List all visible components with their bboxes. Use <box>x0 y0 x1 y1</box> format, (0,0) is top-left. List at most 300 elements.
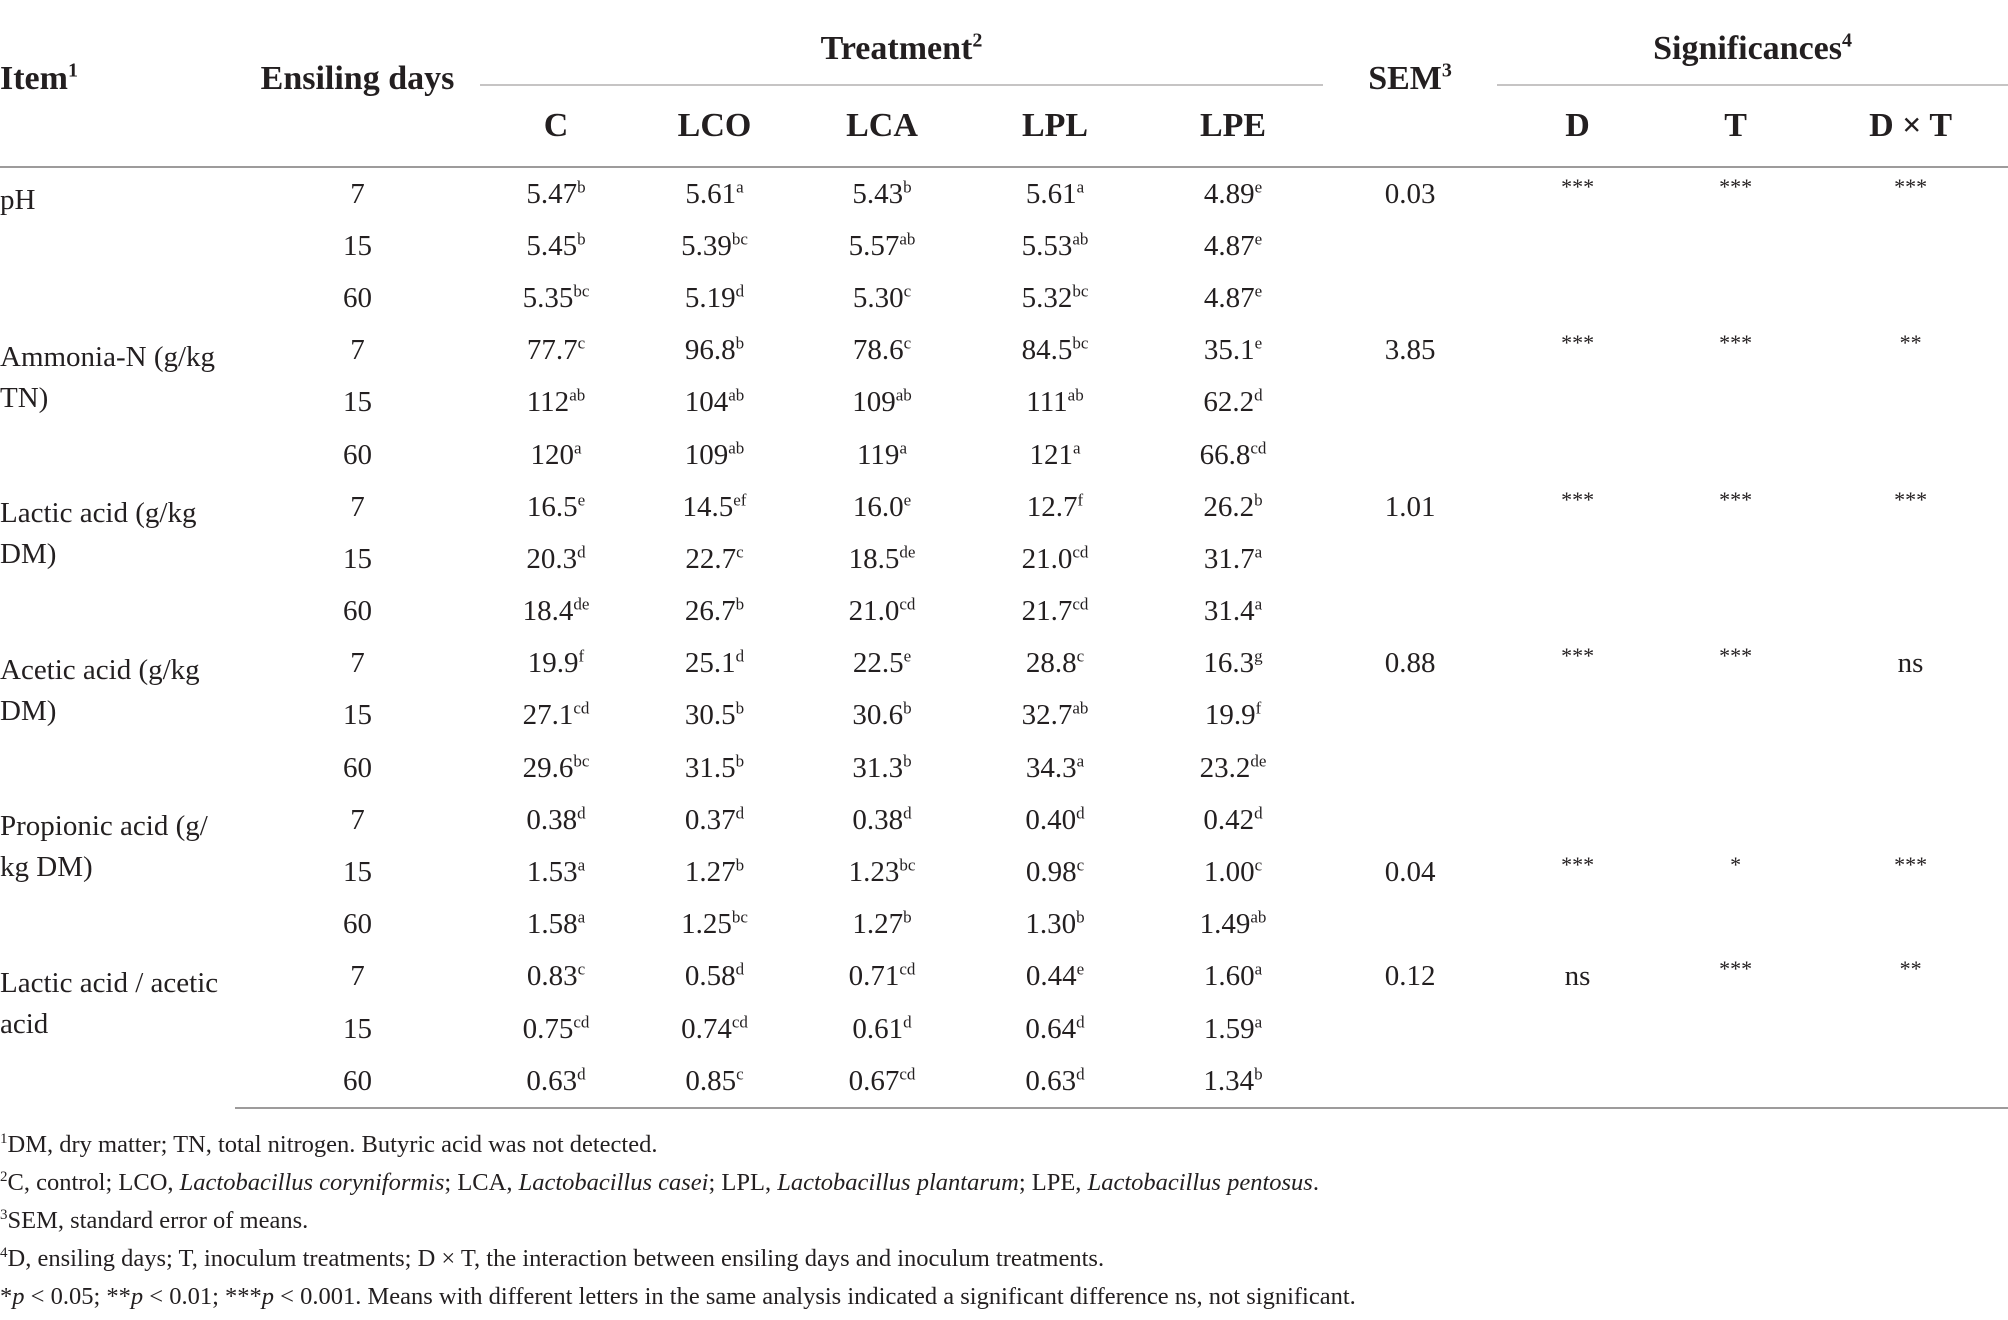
value-cell-lca <box>797 377 967 429</box>
results-table <box>0 10 2008 1109</box>
value-letter: bc <box>1072 333 1089 353</box>
value-cell-lpl <box>967 429 1143 481</box>
value-letter: d <box>735 803 745 823</box>
sig-cell-d <box>1497 951 1658 1003</box>
value-letter: b <box>1254 1064 1263 1084</box>
value-letter: e <box>1254 176 1263 196</box>
value-letter: c <box>1076 855 1085 875</box>
ensiling-day: 15 <box>343 386 372 419</box>
footnote-text: * <box>0 1283 13 1310</box>
sig-col-dxt: D × T <box>1813 85 2008 167</box>
value-letter: d <box>1076 1064 1085 1084</box>
value-cell-lca <box>797 533 967 585</box>
value-cell-c <box>480 533 632 585</box>
sig-cell-dxt <box>1813 429 2008 481</box>
sig-cell-t <box>1658 167 1813 220</box>
ensiling-day: 7 <box>350 334 365 367</box>
value-number: 1.34 <box>1203 1064 1255 1097</box>
item-label-line: acid <box>0 1007 49 1040</box>
value-letter: de <box>1250 751 1267 770</box>
item-label-line: Ammonia-N (g/kg <box>0 340 216 373</box>
value-cell-lco <box>632 325 797 377</box>
significances-header: Significances$^4$ <box>1497 10 2008 85</box>
sig-col-t: T <box>1658 85 1813 167</box>
value-cell-lpl <box>967 951 1143 1003</box>
ensiling-day: 7 <box>350 960 365 993</box>
value-number: 31.7 <box>1203 542 1255 575</box>
value-number: 5.32 <box>1021 281 1073 314</box>
value-cell-lco <box>632 742 797 794</box>
significance-mark: *** <box>1894 852 1928 878</box>
sig-cell-t <box>1658 533 1813 585</box>
item-label-line: Propionic acid (g/ <box>0 810 208 843</box>
ensiling-day: 60 <box>343 438 372 471</box>
value-number: 5.35 <box>522 281 574 314</box>
item-label <box>0 951 235 1109</box>
value-number: 0.44 <box>1025 960 1077 993</box>
value-cell-lca <box>797 638 967 690</box>
value-letter: ab <box>728 385 745 405</box>
value-cell-lca <box>797 220 967 272</box>
ensiling-day: 60 <box>343 281 372 314</box>
value-number: 0.74 <box>681 1012 732 1045</box>
value-number: 1.25 <box>681 908 732 941</box>
value-cell-lpl <box>967 533 1143 585</box>
sig-cell-t <box>1658 272 1813 324</box>
sem-cell: 0.03 <box>1384 177 1436 210</box>
value-number: 0.75 <box>522 1012 574 1045</box>
value-cell-lpe <box>1143 1055 1323 1108</box>
value-cell-lpe <box>1143 951 1323 1003</box>
table-row <box>0 167 2008 220</box>
significance-mark: *** <box>1719 173 1753 199</box>
value-number: 19.9 <box>527 647 579 680</box>
value-number: 112 <box>526 386 570 419</box>
value-cell-lpl <box>967 272 1143 324</box>
value-number: 0.64 <box>1025 1012 1077 1045</box>
value-cell-lpe <box>1143 690 1323 742</box>
sem-cell: 3.85 <box>1384 334 1436 367</box>
value-number: 1.30 <box>1025 908 1077 941</box>
sem-cell <box>1323 586 1497 638</box>
sig-cell-dxt <box>1813 167 2008 220</box>
significance-mark: *** <box>1561 173 1595 199</box>
table-row <box>0 1055 2008 1108</box>
footnote-1: $^1$DM, dry matter; TN, total nitrogen. Butyric acid was not detected. <box>0 1130 658 1158</box>
table-row <box>0 1003 2008 1055</box>
value-cell-lca <box>797 742 967 794</box>
table-row <box>0 742 2008 794</box>
value-cell-lpl <box>967 586 1143 638</box>
value-number: 5.57 <box>848 229 900 262</box>
value-letter: bc <box>731 907 748 927</box>
value-cell-lca <box>797 1055 967 1108</box>
sig-cell-t <box>1658 846 1813 898</box>
value-number: 27.1 <box>522 699 574 732</box>
item-label-line: Lactic acid / acetic <box>0 966 219 999</box>
value-letter: d <box>577 1064 586 1084</box>
sig-cell-d <box>1497 272 1658 324</box>
value-cell-lco <box>632 951 797 1003</box>
value-cell-lpe <box>1143 742 1323 794</box>
value-letter: a <box>577 855 586 875</box>
value-letter: c <box>577 333 586 353</box>
sig-cell-d <box>1497 1003 1658 1055</box>
value-cell-lco <box>632 794 797 846</box>
value-number: 5.45 <box>526 229 578 262</box>
treatment-col-lca: LCA <box>797 85 967 167</box>
value-letter: b <box>735 698 745 718</box>
footnote-text: < 0.01; *** <box>143 1283 262 1310</box>
value-cell-lpe <box>1143 533 1323 585</box>
value-number: 31.3 <box>852 751 904 784</box>
sig-cell-dxt <box>1813 533 2008 585</box>
value-letter: a <box>899 437 907 457</box>
sig-cell-d <box>1497 586 1658 638</box>
value-number: 21.0 <box>1021 542 1073 575</box>
table-row <box>0 690 2008 742</box>
value-cell-c <box>480 586 632 638</box>
value-letter: a <box>577 907 586 927</box>
ensiling-day: 15 <box>343 542 372 575</box>
value-cell-lpl <box>967 794 1143 846</box>
sem-cell <box>1323 690 1497 742</box>
value-cell-lco <box>632 377 797 429</box>
value-letter: ab <box>895 385 912 405</box>
value-number: 5.39 <box>681 229 732 262</box>
value-cell-c <box>480 481 632 533</box>
value-letter: d <box>1076 1011 1085 1031</box>
value-cell-c <box>480 846 632 898</box>
sem-cell <box>1323 377 1497 429</box>
sig-cell-t <box>1658 220 1813 272</box>
value-cell-lco <box>632 690 797 742</box>
value-number: 0.83 <box>526 960 578 993</box>
value-number: 119 <box>857 438 900 471</box>
value-number: 0.58 <box>684 960 736 993</box>
value-number: 21.0 <box>848 595 900 628</box>
value-cell-lpe <box>1143 272 1323 324</box>
value-letter: a <box>736 176 744 196</box>
sig-cell-t <box>1658 429 1813 481</box>
footnote-2: $^2$C, control; LCO, Lactobacillus coryniformis; LCA, Lactobacillus casei; LPL, Lactobacillus plantarum; LPE, Lactobacillus pentosus. <box>0 1168 1319 1196</box>
value-number: 35.1 <box>1203 334 1255 367</box>
treatment-col-lpe: LPE <box>1143 85 1323 167</box>
value-letter: ab <box>1072 229 1089 249</box>
value-letter: e <box>1254 281 1263 301</box>
footnote-text: . <box>1312 1169 1319 1196</box>
value-number: 0.67 <box>848 1064 900 1097</box>
value-cell-lpl <box>967 1003 1143 1055</box>
value-cell-lco <box>632 481 797 533</box>
value-cell-lca <box>797 794 967 846</box>
sig-cell-dxt <box>1813 1003 2008 1055</box>
ensiling-day: 15 <box>343 229 372 262</box>
sig-cell-t <box>1658 1055 1813 1108</box>
value-letter: a <box>1072 437 1081 457</box>
value-number: 1.27 <box>852 908 904 941</box>
value-number: 22.5 <box>852 647 904 680</box>
value-cell-lpl <box>967 167 1143 220</box>
value-cell-lco <box>632 899 797 951</box>
value-letter: b <box>903 698 912 718</box>
sig-cell-t <box>1658 325 1813 377</box>
value-letter: e <box>1076 959 1085 979</box>
value-cell-c <box>480 899 632 951</box>
table-row <box>0 481 2008 533</box>
footnote-text: ; LPL, <box>708 1169 778 1196</box>
value-letter: b <box>735 855 745 875</box>
footnote-text: p <box>130 1283 144 1310</box>
value-letter: a <box>573 437 582 457</box>
item-label <box>0 638 235 795</box>
significance-mark: *** <box>1561 643 1595 669</box>
value-cell-lca <box>797 167 967 220</box>
value-cell-lpl <box>967 325 1143 377</box>
sig-cell-dxt <box>1813 899 2008 951</box>
value-letter: ab <box>1067 385 1084 405</box>
value-letter: ef <box>733 490 747 510</box>
significance-mark: *** <box>1719 956 1753 982</box>
value-number: 109 <box>852 386 896 419</box>
value-number: 16.0 <box>852 490 904 523</box>
sig-cell-d <box>1497 377 1658 429</box>
item-label <box>0 794 235 951</box>
table-row <box>0 429 2008 481</box>
value-number: 30.6 <box>852 699 904 732</box>
value-cell-lpe <box>1143 1003 1323 1055</box>
value-letter: c <box>736 1064 744 1084</box>
table-row <box>0 220 2008 272</box>
value-cell-lco <box>632 429 797 481</box>
value-letter: e <box>577 490 586 510</box>
sig-cell-d <box>1497 742 1658 794</box>
footnote-text: < 0.05; ** <box>24 1283 131 1310</box>
ensiling-days-header: Ensiling days <box>235 10 480 167</box>
footnote-4: $^4$D, ensiling days; T, inoculum treatments; D × T, the interaction between ensiling days and inoculum treatments. <box>0 1244 1105 1272</box>
value-number: 5.61 <box>1025 177 1077 210</box>
value-cell-lco <box>632 272 797 324</box>
value-cell-lca <box>797 1003 967 1055</box>
value-letter: d <box>1254 803 1263 823</box>
footnote-text: C, control; LCO, <box>7 1169 180 1196</box>
value-letter: b <box>903 751 912 770</box>
value-number: 25.1 <box>684 647 736 680</box>
value-number: 29.6 <box>522 751 574 784</box>
species-name: Lactobacillus casei <box>518 1169 709 1196</box>
value-letter: e <box>1254 229 1263 249</box>
ensiling-day: 15 <box>343 856 372 889</box>
item-label-line: kg DM) <box>0 851 93 884</box>
value-letter: d <box>1254 385 1263 405</box>
value-cell-lpe <box>1143 794 1323 846</box>
value-letter: c <box>736 542 744 562</box>
species-name: Lactobacillus pentosus <box>1087 1169 1313 1196</box>
sig-cell-d <box>1497 220 1658 272</box>
significance-mark: *** <box>1894 173 1928 199</box>
value-cell-lca <box>797 951 967 1003</box>
sig-cell-d <box>1497 794 1658 846</box>
value-cell-lca <box>797 325 967 377</box>
value-number: 5.19 <box>684 281 736 314</box>
sem-cell <box>1323 899 1497 951</box>
value-letter: cd <box>573 1011 590 1031</box>
value-number: 121 <box>1029 438 1073 471</box>
sig-cell-t <box>1658 377 1813 429</box>
value-number: 18.5 <box>848 542 900 575</box>
value-number: 34.3 <box>1025 751 1077 784</box>
value-cell-lpe <box>1143 220 1323 272</box>
value-number: 31.4 <box>1203 595 1255 628</box>
value-letter: d <box>735 959 745 979</box>
value-number: 32.7 <box>1021 699 1073 732</box>
ensiling-day: 60 <box>343 595 372 628</box>
value-cell-lco <box>632 533 797 585</box>
sig-cell-dxt <box>1813 377 2008 429</box>
value-letter: bc <box>731 229 748 249</box>
value-number: 26.7 <box>684 595 736 628</box>
value-number: 120 <box>530 438 574 471</box>
value-cell-lca <box>797 429 967 481</box>
significance-mark: *** <box>1561 486 1595 512</box>
value-cell-c <box>480 325 632 377</box>
value-letter: ab <box>728 437 745 457</box>
value-number: 0.42 <box>1203 803 1255 836</box>
value-letter: c <box>577 959 586 979</box>
value-letter: bc <box>1072 281 1089 301</box>
value-number: 31.5 <box>684 751 736 784</box>
value-number: 5.47 <box>526 177 578 210</box>
value-letter: cd <box>1250 437 1267 457</box>
value-letter: c <box>903 333 912 353</box>
value-letter: bc <box>573 281 590 301</box>
value-cell-lca <box>797 846 967 898</box>
value-letter: cd <box>899 959 916 979</box>
table-body <box>0 167 2008 1108</box>
value-letter: ab <box>899 229 916 249</box>
value-letter: a <box>1076 751 1085 770</box>
species-name: Lactobacillus coryniformis <box>179 1169 445 1196</box>
sig-cell-t <box>1658 481 1813 533</box>
value-number: 111 <box>1026 386 1068 419</box>
value-letter: b <box>735 751 745 770</box>
sig-cell-dxt <box>1813 481 2008 533</box>
value-letter: b <box>1254 490 1263 510</box>
sem-cell: 0.04 <box>1384 856 1436 889</box>
value-letter: e <box>1254 333 1263 353</box>
sem-cell <box>1323 794 1497 846</box>
value-cell-lco <box>632 1003 797 1055</box>
value-cell-lco <box>632 167 797 220</box>
table-row <box>0 638 2008 690</box>
item-label-line: Acetic acid (g/kg <box>0 653 200 686</box>
value-cell-lpe <box>1143 377 1323 429</box>
value-letter: e <box>903 646 912 666</box>
sig-cell-d <box>1497 690 1658 742</box>
table-row <box>0 846 2008 898</box>
sig-col-d: D <box>1497 85 1658 167</box>
value-letter: e <box>903 490 912 510</box>
sem-cell <box>1323 742 1497 794</box>
value-number: 5.53 <box>1021 229 1073 262</box>
value-letter: cd <box>573 698 590 718</box>
value-cell-lpe <box>1143 638 1323 690</box>
sig-cell-d <box>1497 899 1658 951</box>
footnote-text: ; LPE, <box>1018 1169 1088 1196</box>
value-cell-lpl <box>967 1055 1143 1108</box>
sem-cell: 0.88 <box>1384 647 1436 680</box>
value-number: 18.4 <box>522 595 574 628</box>
value-letter: ab <box>1072 698 1089 718</box>
value-letter: cd <box>899 594 916 614</box>
table-row <box>0 377 2008 429</box>
significance-mark: *** <box>1719 330 1753 356</box>
value-cell-c <box>480 1055 632 1108</box>
value-number: 0.38 <box>852 803 904 836</box>
sig-cell-d <box>1497 325 1658 377</box>
value-number: 4.87 <box>1203 281 1255 314</box>
value-number: 62.2 <box>1203 386 1255 419</box>
value-number: 12.7 <box>1026 490 1078 523</box>
value-letter: a <box>1254 542 1263 562</box>
value-cell-lca <box>797 481 967 533</box>
value-letter: d <box>577 542 586 562</box>
value-cell-c <box>480 638 632 690</box>
value-cell-lpe <box>1143 899 1323 951</box>
sig-cell-d <box>1497 481 1658 533</box>
value-letter: de <box>899 542 916 562</box>
value-cell-lco <box>632 586 797 638</box>
ensiling-day: 7 <box>350 490 365 523</box>
sem-cell <box>1323 220 1497 272</box>
value-number: 104 <box>684 386 729 419</box>
sem-cell <box>1323 1055 1497 1108</box>
value-letter: b <box>577 176 586 196</box>
value-letter: b <box>903 907 912 927</box>
value-cell-lpe <box>1143 167 1323 220</box>
value-letter: a <box>1254 594 1263 614</box>
value-letter: ab <box>569 385 586 405</box>
value-letter: cd <box>1072 542 1089 562</box>
value-number: 19.9 <box>1204 699 1256 732</box>
sig-cell-d <box>1497 846 1658 898</box>
ensiling-day: 7 <box>350 177 365 210</box>
value-number: 0.37 <box>684 803 736 836</box>
value-letter: bc <box>573 751 590 770</box>
sem-cell: 0.12 <box>1384 960 1436 993</box>
value-cell-lpl <box>967 377 1143 429</box>
value-number: 0.98 <box>1025 856 1077 889</box>
value-letter: d <box>577 803 586 823</box>
value-cell-lpl <box>967 220 1143 272</box>
table-row <box>0 794 2008 846</box>
sig-cell-dxt <box>1813 272 2008 324</box>
sig-cell-t <box>1658 794 1813 846</box>
value-letter: ab <box>1250 907 1267 927</box>
sem-cell <box>1323 272 1497 324</box>
value-cell-lpe <box>1143 325 1323 377</box>
value-number: 1.27 <box>684 856 736 889</box>
footnote-text: p <box>261 1283 274 1310</box>
sig-cell-dxt <box>1813 846 2008 898</box>
value-letter: d <box>735 646 745 666</box>
value-number: 0.40 <box>1025 803 1077 836</box>
significance-mark: *** <box>1719 643 1753 669</box>
value-cell-lpe <box>1143 481 1323 533</box>
value-cell-lca <box>797 586 967 638</box>
ensiling-day: 7 <box>350 803 365 836</box>
value-number: 96.8 <box>684 334 736 367</box>
